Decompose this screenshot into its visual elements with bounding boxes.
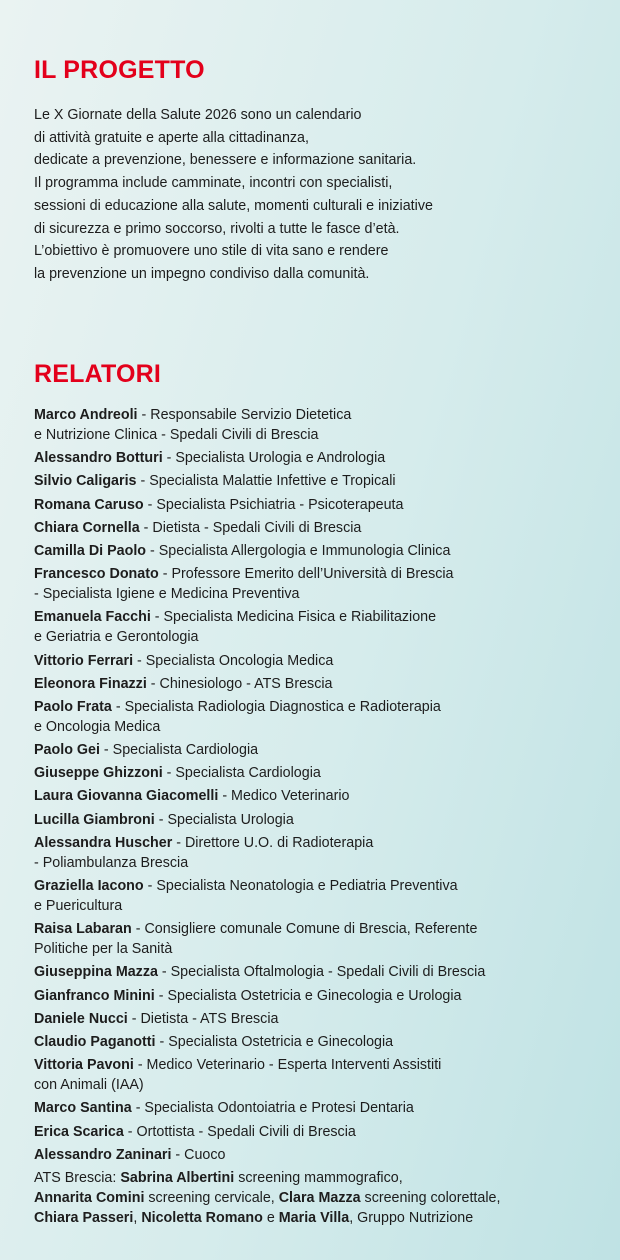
speaker-name: Gianfranco Minini [34,987,155,1004]
speaker-name: Marco Andreoli [34,407,138,423]
intro-paragraph [34,104,594,286]
speaker-line [34,495,609,515]
speakers-list [34,405,609,1228]
speaker-line [34,448,609,468]
speaker-name: Graziella Iacono [34,878,144,894]
speaker-role: - Specialista Allergologia e Immunologia Clinica [146,542,451,559]
speaker-entry [34,763,609,783]
ats-staff-name: Nicoletta Romano [141,1209,263,1226]
speaker-entry [34,471,609,491]
speaker-role: - Dietista - ATS Brescia [127,1010,279,1027]
speaker-entry [34,495,609,515]
ats-line [34,1208,609,1228]
speaker-line [34,810,609,830]
speaker-line [34,763,609,783]
ats-text: screening cervicale, [144,1189,279,1206]
intro-line: la prevenzione un impegno condiviso dalla comunità. [34,265,370,282]
speaker-line [34,674,609,694]
speaker-line [34,1032,609,1052]
speaker-name: Romana Caruso [34,496,144,513]
speaker-role: - Specialista Radiologia Diagnostica e Radioterapia [111,698,441,715]
speaker-entry [34,607,609,647]
speaker-name: Raisa Labaran [34,921,132,938]
speaker-role: - Specialista Cardiologia [162,765,321,782]
speaker-name: Erica Scarica [34,1123,124,1140]
speaker-role: - Ortottista - Spedali Civili di Brescia [123,1123,356,1140]
intro-line: di attività gratuite e aperte alla cittadinanza, [34,129,309,146]
speaker-entry [34,1145,609,1165]
ats-staff-name: Maria Villa [278,1209,350,1226]
speaker-name: Giuseppe Ghizzoni [34,765,163,782]
speaker-role: - Specialista Ostetricia e Ginecologia [155,1033,394,1050]
ats-text: , Gruppo Nutrizione [349,1209,474,1226]
section-title-relatori: RELATORI [34,360,162,388]
speaker-line [34,919,609,939]
ats-text: e [262,1209,279,1226]
speaker-entry [34,564,609,604]
speaker-role-continued: e Nutrizione Clinica - Spedali Civili di Brescia [34,427,319,443]
speaker-role: - Specialista Cardiologia [99,742,259,759]
speaker-line [34,541,609,561]
speaker-entry [34,518,609,538]
speaker-entry [34,1098,609,1118]
speaker-name: Paolo Frata [34,698,112,715]
speaker-entry [34,697,609,737]
speaker-role: - Specialista Neonatologia e Pediatria Preventiva [143,878,458,894]
speaker-entry [34,541,609,561]
speaker-entry [34,674,609,694]
speaker-name: Lucilla Giambroni [34,811,155,828]
speaker-entry [34,405,609,445]
speaker-name: Giuseppina Mazza [34,964,158,981]
speaker-line [34,1098,609,1118]
speaker-name: Alessandro Zaninari [34,1146,172,1163]
speaker-role: - Specialista Medicina Fisica e Riabilitazione [150,609,437,626]
speaker-line [34,786,609,806]
speaker-entry [34,919,609,959]
speaker-role: - Chinesiologo - ATS Brescia [146,675,333,692]
speaker-line [34,405,609,425]
speaker-line [34,740,609,760]
ats-line [34,1188,609,1208]
intro-line: sessioni di educazione alla salute, momenti culturali e iniziative [34,197,433,214]
speaker-name: Francesco Donato [34,566,159,583]
speaker-line [34,1122,609,1142]
speaker-role-continued: - Specialista Igiene e Medicina Preventiva [34,586,300,603]
intro-line: L’obiettivo è promuovere uno stile di vita sano e rendere [34,243,389,260]
speaker-role: - Direttore U.O. di Radioterapia [172,834,374,851]
speaker-entry [34,740,609,760]
ats-text: , [133,1209,142,1226]
speaker-name: Claudio Paganotti [34,1033,156,1050]
ats-staff-name: Chiara Passeri [34,1209,134,1226]
speaker-line [34,986,609,1006]
speaker-role: - Cuoco [171,1146,226,1163]
speaker-role: - Professore Emerito dell’Università di Brescia [158,566,454,583]
intro-line: dedicate a prevenzione, benessere e informazione sanitaria. [34,152,417,169]
speaker-name: Camilla Di Paolo [34,542,147,559]
ats-brescia-note [34,1168,609,1228]
speaker-name: Emanuela Facchi [34,609,151,626]
speaker-entry [34,962,609,982]
speaker-entry [34,1055,609,1095]
speaker-role: - Consigliere comunale Comune di Brescia, Referente [131,921,478,938]
speaker-line [34,471,609,491]
ats-text: ATS Brescia: [34,1169,121,1186]
intro-line: Le X Giornate della Salute 2026 sono un calendario [34,107,362,123]
speaker-role: - Responsabile Servizio Dietetica [137,407,352,423]
speaker-entry [34,833,609,873]
speaker-line [34,1145,609,1165]
speaker-line [34,1055,609,1075]
speaker-role-continued: con Animali (IAA) [34,1077,144,1094]
speaker-role: - Specialista Odontoiatria e Protesi Dentaria [131,1100,414,1117]
speaker-name: Laura Giovanna Giacomelli [34,788,219,805]
speaker-name: Silvio Caligaris [34,473,137,490]
speaker-role: - Medico Veterinario - Esperta Interventi Assistiti [133,1057,442,1074]
speaker-name: Marco Santina [34,1100,132,1117]
speaker-line [34,1009,609,1029]
speaker-entry [34,786,609,806]
speaker-name: Eleonora Finazzi [34,675,147,692]
speaker-name: Chiara Cornella [34,519,140,536]
speaker-role-continued: Politiche per la Sanità [34,941,173,958]
speaker-line [34,876,609,896]
speaker-role: - Specialista Malattie Infettive e Tropicali [136,473,396,490]
speaker-name: Paolo Gei [34,742,100,759]
ats-staff-name: Clara Mazza [278,1189,361,1206]
speaker-role: - Specialista Oftalmologia - Spedali Civili di Brescia [157,964,486,981]
speaker-entry [34,876,609,916]
speaker-entry [34,986,609,1006]
ats-staff-name: Sabrina Albertini [120,1169,235,1186]
speaker-entry [34,810,609,830]
speaker-role: - Specialista Psichiatria - Psicoterapeuta [143,496,404,513]
speaker-entry [34,1009,609,1029]
ats-line [34,1168,609,1188]
speaker-line [34,833,609,853]
speaker-role: - Specialista Oncologia Medica [133,652,334,669]
speaker-line [34,962,609,982]
section-title-progetto: IL PROGETTO [34,56,205,84]
speaker-name: Alessandro Botturi [34,450,163,467]
speaker-name: Daniele Nucci [34,1010,128,1027]
ats-staff-name: Annarita Comini [34,1189,145,1206]
speaker-entry [34,1122,609,1142]
speaker-entry [34,651,609,671]
speaker-role-continued: e Oncologia Medica [34,718,161,735]
speaker-line [34,564,609,584]
speaker-line [34,607,609,627]
ats-text: screening colorettale, [360,1189,501,1206]
speaker-role-continued: - Poliambulanza Brescia [34,854,189,871]
speaker-line [34,518,609,538]
ats-text: screening mammografico, [234,1169,403,1186]
intro-line: di sicurezza e primo soccorso, rivolti a tutte le fasce d’età. [34,220,400,237]
speaker-role: - Dietista - Spedali Civili di Brescia [139,519,362,536]
speaker-role: - Specialista Urologia e Andrologia [162,450,386,467]
speaker-name: Alessandra Huscher [34,834,173,851]
speaker-role-continued: e Puericultura [34,898,123,914]
intro-line: Il programma include camminate, incontri con specialisti, [34,175,393,192]
speaker-entry [34,448,609,468]
speaker-name: Vittoria Pavoni [34,1057,134,1074]
speaker-entry [34,1032,609,1052]
speaker-role: - Medico Veterinario [218,788,350,805]
speaker-role-continued: e Geriatria e Gerontologia [34,629,199,646]
speaker-line [34,697,609,717]
speaker-name: Vittorio Ferrari [34,652,134,669]
speaker-line [34,651,609,671]
speaker-role: - Specialista Urologia [154,811,294,828]
speaker-role: - Specialista Ostetricia e Ginecologia e Urologia [154,987,462,1004]
